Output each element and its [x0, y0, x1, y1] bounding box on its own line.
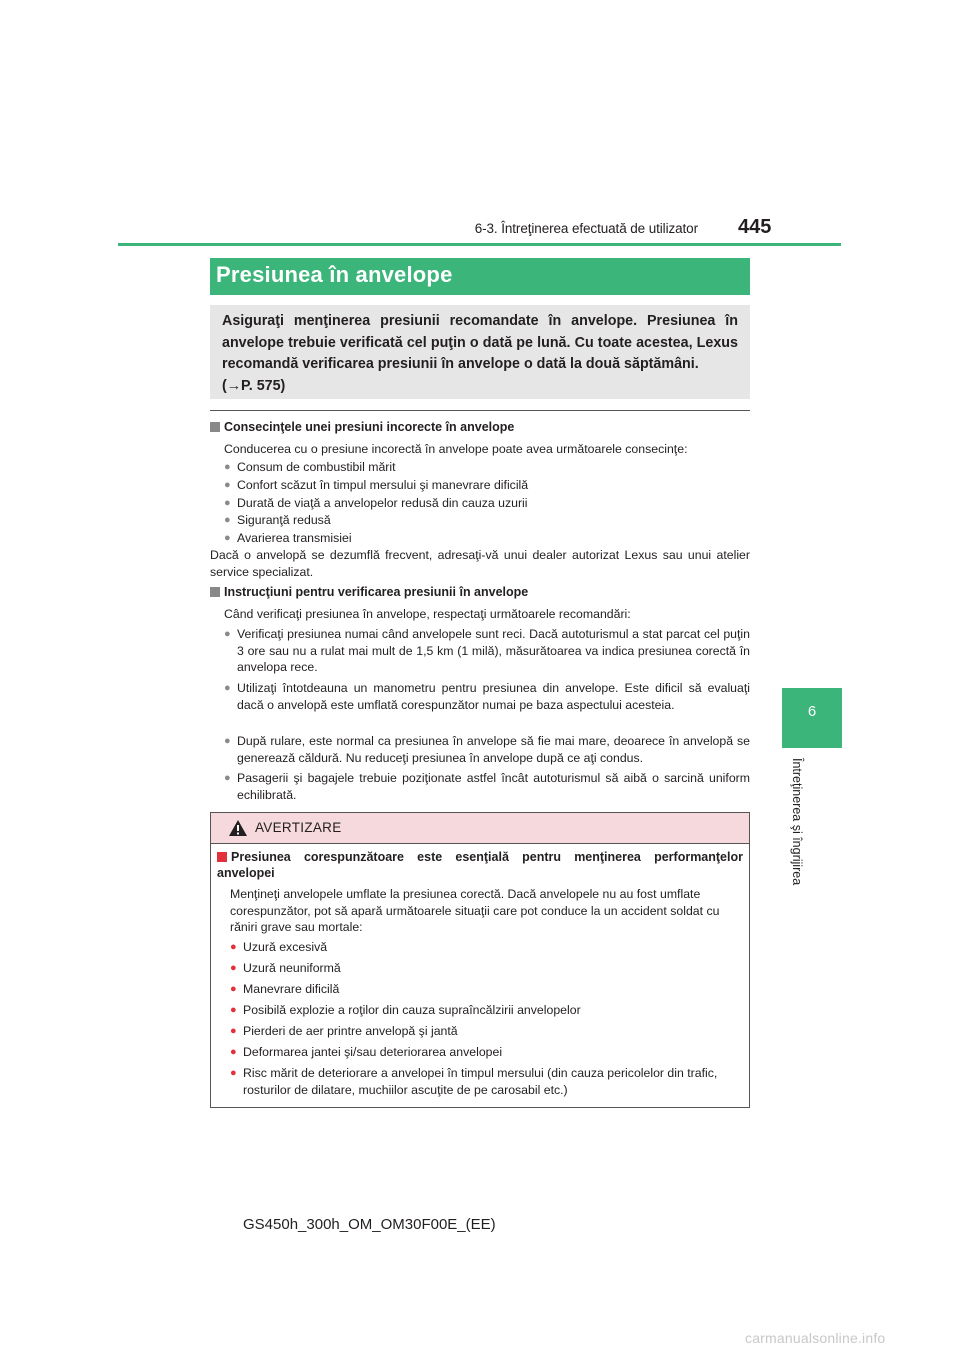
watermark: carmanualsonline.info	[745, 1330, 886, 1346]
bullet-dot-icon: ●	[230, 1067, 237, 1079]
bullet-dot-icon: ●	[230, 1004, 237, 1016]
list-item: ● Uzură excesivă	[230, 940, 328, 954]
section-divider	[210, 410, 750, 411]
intro-text: Asiguraţi menţinerea presiunii recomandate în anvelope. Presiunea în anvelope trebuie verificată cel puţin o dată pe lună. Cu toate acestea, Lexus recomandă verificarea presiunii în anvelope o dată la două săptămâni.	[222, 313, 738, 372]
list-item: ● Consum de combustibil mărit	[224, 460, 396, 474]
section1-closing: Dacă o anvelopă se dezumflă frecvent, adresaţi-vă unui dealer autorizat Lexus sau unui atelier service specializat.	[210, 548, 750, 579]
list-item: ● Posibilă explozie a roţilor din cauza supraîncălzirii anvelopelor	[230, 1003, 581, 1017]
list-item: ● Pierderi de aer printre anvelopă şi jantă	[230, 1024, 458, 1038]
list-item: ● Deformarea jantei şi/sau deteriorarea anvelopei	[230, 1045, 503, 1059]
page-title: Presiunea în anvelope	[210, 258, 750, 295]
bullet-dot-icon: ●	[224, 532, 231, 544]
intro-box	[210, 305, 750, 399]
chapter-label: Întreţinerea şi îngrijirea	[790, 758, 804, 886]
warning-box	[210, 812, 750, 1108]
warning-triangle-icon	[228, 819, 248, 837]
list-item: ● Manevrare dificilă	[230, 982, 340, 996]
list-item: ● Confort scăzut în timpul mersului şi manevrare dificilă	[224, 478, 529, 492]
list-item: ● Pasagerii şi bagajele trebuie poziţionate astfel încât autoturismul să aibă o sarcină uniform echilibrată.	[224, 771, 750, 802]
list-item: ● Verificaţi presiunea numai când anvelopele sunt reci. Dacă autoturismul a stat parcat cel puţin 3 ore sau nu a rulat mai mult de 1,5 km (1 milă), măsurătoarea va indica presiunea corectă în anvelopa rece.	[224, 627, 750, 674]
list-item: ● Avarierea transmisiei	[224, 531, 352, 545]
bullet-dot-icon: ●	[230, 983, 237, 995]
bullet-dot-icon: ●	[224, 772, 231, 784]
chapter-number: 6	[807, 703, 817, 720]
list-item: ● Risc mărit de deteriorare a anvelopei în timpul mersului (din cauza pericolelor din trafic, rosturilor de dilatare, muchiilor ascuţite de pe carosabil etc.)	[230, 1066, 718, 1097]
bullet-dot-icon: ●	[224, 735, 231, 747]
warning-title: AVERTIZARE	[255, 820, 342, 835]
bullet-dot-icon: ●	[224, 479, 231, 491]
section1-lead: Conducerea cu o presiune incorectă în anvelope poate avea următoarele consecinţe:	[224, 442, 688, 456]
list-item: ● Utilizaţi întotdeauna un manometru pentru presiunea din anvelope. Este dificil să evaluaţi dacă o anvelopă este umflată corespunzător numai pe baza aspectului acesteia.	[224, 681, 750, 712]
bullet-dot-icon: ●	[224, 461, 231, 473]
section2-heading: Instrucţiuni pentru verificarea presiunii în anvelope	[210, 585, 528, 599]
list-item: ● După rulare, este normal ca presiunea în anvelope să fie mai mare, deoarece în anvelopă se generează căldură. Nu reduceţi presiunea în anvelope după ce aţi condus.	[224, 734, 750, 765]
square-bullet-icon	[217, 852, 227, 862]
bullet-dot-icon: ●	[230, 941, 237, 953]
section-heading: 6-3. Întreţinerea efectuată de utilizator	[474, 221, 698, 236]
document-code: GS450h_300h_OM_OM30F00E_(EE)	[243, 1216, 496, 1233]
bullet-dot-icon: ●	[224, 514, 231, 526]
square-bullet-icon	[210, 422, 220, 432]
list-item: ● Uzură neuniformă	[230, 961, 341, 975]
list-item: ● Durată de viaţă a anvelopelor redusă din cauza uzurii	[224, 496, 528, 510]
page-number: 445	[738, 216, 772, 238]
bullet-dot-icon: ●	[224, 628, 231, 640]
warning-header	[211, 813, 749, 844]
warning-paragraph: Menţineţi anvelopele umflate la presiunea corectă. Dacă anvelopele nu au fost umflate corespunzător, pot să apară următoarele situaţii care pot conduce la un accident soldat cu răniri grave sau mortale:	[230, 887, 720, 934]
bullet-dot-icon: ●	[224, 682, 231, 694]
list-item: ● Siguranţă redusă	[224, 513, 331, 527]
section2-lead: Când verificaţi presiunea în anvelope, respectaţi următoarele recomandări:	[224, 607, 631, 621]
bullet-dot-icon: ●	[224, 497, 231, 509]
bullet-dot-icon: ●	[230, 1025, 237, 1037]
intro-reference: (→P. 575)	[222, 377, 286, 394]
bullet-dot-icon: ●	[230, 1046, 237, 1058]
square-bullet-icon	[210, 587, 220, 597]
bullet-dot-icon: ●	[230, 962, 237, 974]
section1-heading: Consecinţele unei presiuni incorecte în anvelope	[210, 420, 514, 434]
header-rule	[118, 243, 841, 246]
warning-subheading: Presiunea corespunzătoare este esenţială pentru menţinerea performanţelor anvelopei	[217, 850, 743, 880]
